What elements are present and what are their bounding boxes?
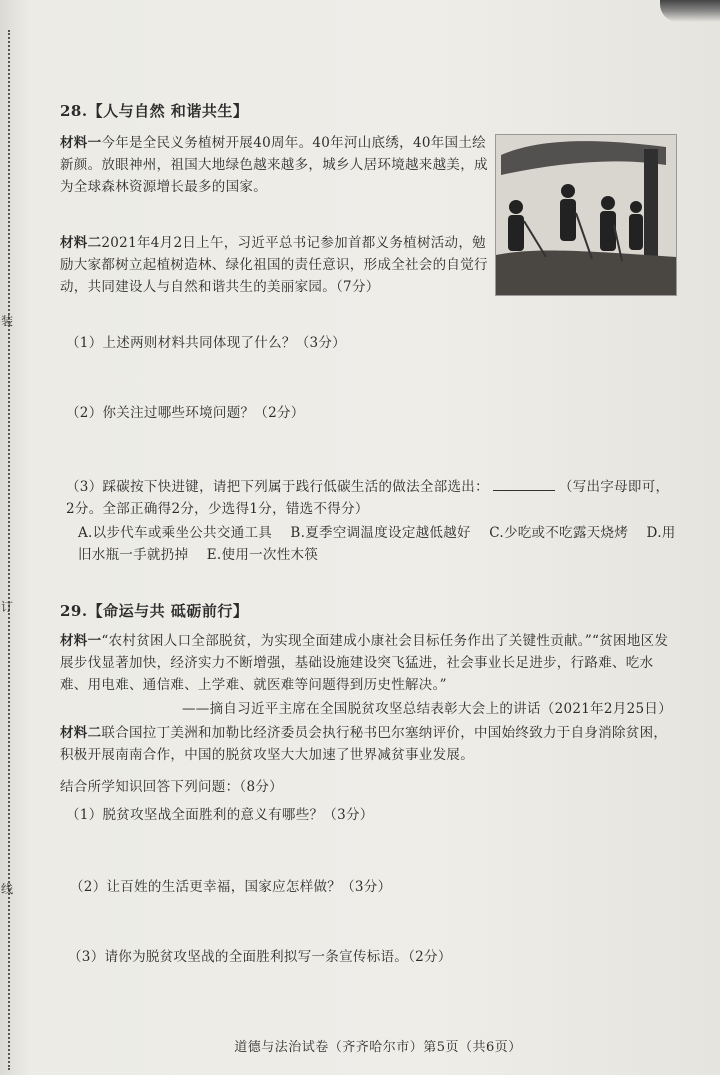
q28-material2 <box>60 232 490 298</box>
q29-sub3: （3）请你为脱贫攻坚战的全面胜利拟写一条宣传标语。（2分） <box>68 949 452 965</box>
q28-material2-label: 材料二 <box>60 235 102 251</box>
side-mark-xian: 线 <box>1 882 14 896</box>
side-mark-ding: 订 <box>1 600 14 614</box>
q29-material1 <box>60 630 674 696</box>
option-a: A.以步代车或乘坐公共交通工具 <box>78 525 273 541</box>
tree-planting-illustration <box>496 135 676 295</box>
q29-material1-text: “农村贫困人口全部脱贫，为实现全面建成小康社会目标任务作出了关键性贡献。”“贫困地区发展步伐显著加快，经济实力不断增强，基础设施建设突飞猛进，社会事业长足进步，行路难、吃水难、用电难、通信难、上学难、就医难等问题得到历史性解决。” <box>60 633 669 693</box>
q29-material2 <box>60 722 674 766</box>
q29-prompt: 结合所学知识回答下列问题：（8分） <box>60 779 283 795</box>
q29-sub2: （2）让百姓的生活更幸福，国家应怎样做？（3分） <box>70 879 392 895</box>
q28-material1-label: 材料一 <box>60 135 102 151</box>
q28-sub3-scoring: （写出字母即可，2分。全部正确得2分，少选得1分，错选不得分） <box>66 479 670 517</box>
scan-shadow <box>660 0 720 22</box>
tree-planting-photo <box>495 134 677 296</box>
q29-material2-label: 材料二 <box>60 725 102 741</box>
side-mark-zhuang: 装 <box>1 314 14 328</box>
option-d: D.用旧水瓶一手就扔掉 <box>78 525 676 563</box>
option-e: E.使用一次性木筷 <box>206 547 319 563</box>
q29-title: 29.【命运与共 砥砺前行】 <box>60 602 249 620</box>
q28-sub2: （2）你关注过哪些环境问题？（2分） <box>66 405 305 421</box>
q28-material2-text: 2021年4月2日上午，习近平总书记参加首都义务植树活动，勉励大家都树立起植树造林、绿化祖国的责任意识，形成全社会的自觉行动，共同建设人与自然和谐共生的美丽家园。（7分） <box>60 235 488 295</box>
q29-sub1: （1）脱贫攻坚战全面胜利的意义有哪些？（3分） <box>66 807 374 823</box>
q28-sub3 <box>66 476 678 520</box>
q28-material1 <box>60 132 488 198</box>
answer-blank[interactable] <box>493 478 555 491</box>
q28-sub3-question: （3）踩碳按下快进键，请把下列属于践行低碳生活的做法全部选出： <box>66 479 489 495</box>
q29-material2-text: 联合国拉丁美洲和加勒比经济委员会执行秘书巴尔塞纳评价，中国始终致力于自身消除贫困，积极开展南南合作，中国的脱贫攻坚大大加速了世界减贫事业发展。 <box>60 725 668 763</box>
q29-material1-source: ——摘自习近平主席在全国脱贫攻坚总结表彰大会上的讲话（2021年2月25日） <box>181 701 672 717</box>
option-c: C.少吃或不吃露天烧烤 <box>489 525 629 541</box>
binding-line <box>8 30 10 1070</box>
q28-sub1: （1）上述两则材料共同体现了什么？（3分） <box>66 335 346 351</box>
q28-material1-text: 今年是全民义务植树开展40周年。40年河山底绣，40年国土绘新颜。放眼神州，祖国大地绿色越来越多，城乡人居环境越来越美，成为全球森林资源增长最多的国家。 <box>60 135 488 195</box>
q28-title: 28.【人与自然 和谐共生】 <box>60 102 249 120</box>
option-b: B.夏季空调温度设定越低越好 <box>290 525 471 541</box>
q28-options <box>78 522 678 566</box>
page-footer: 道德与法治试卷（齐齐哈尔市）第5页（共6页） <box>234 1040 522 1055</box>
q29-material1-label: 材料一 <box>60 633 102 649</box>
